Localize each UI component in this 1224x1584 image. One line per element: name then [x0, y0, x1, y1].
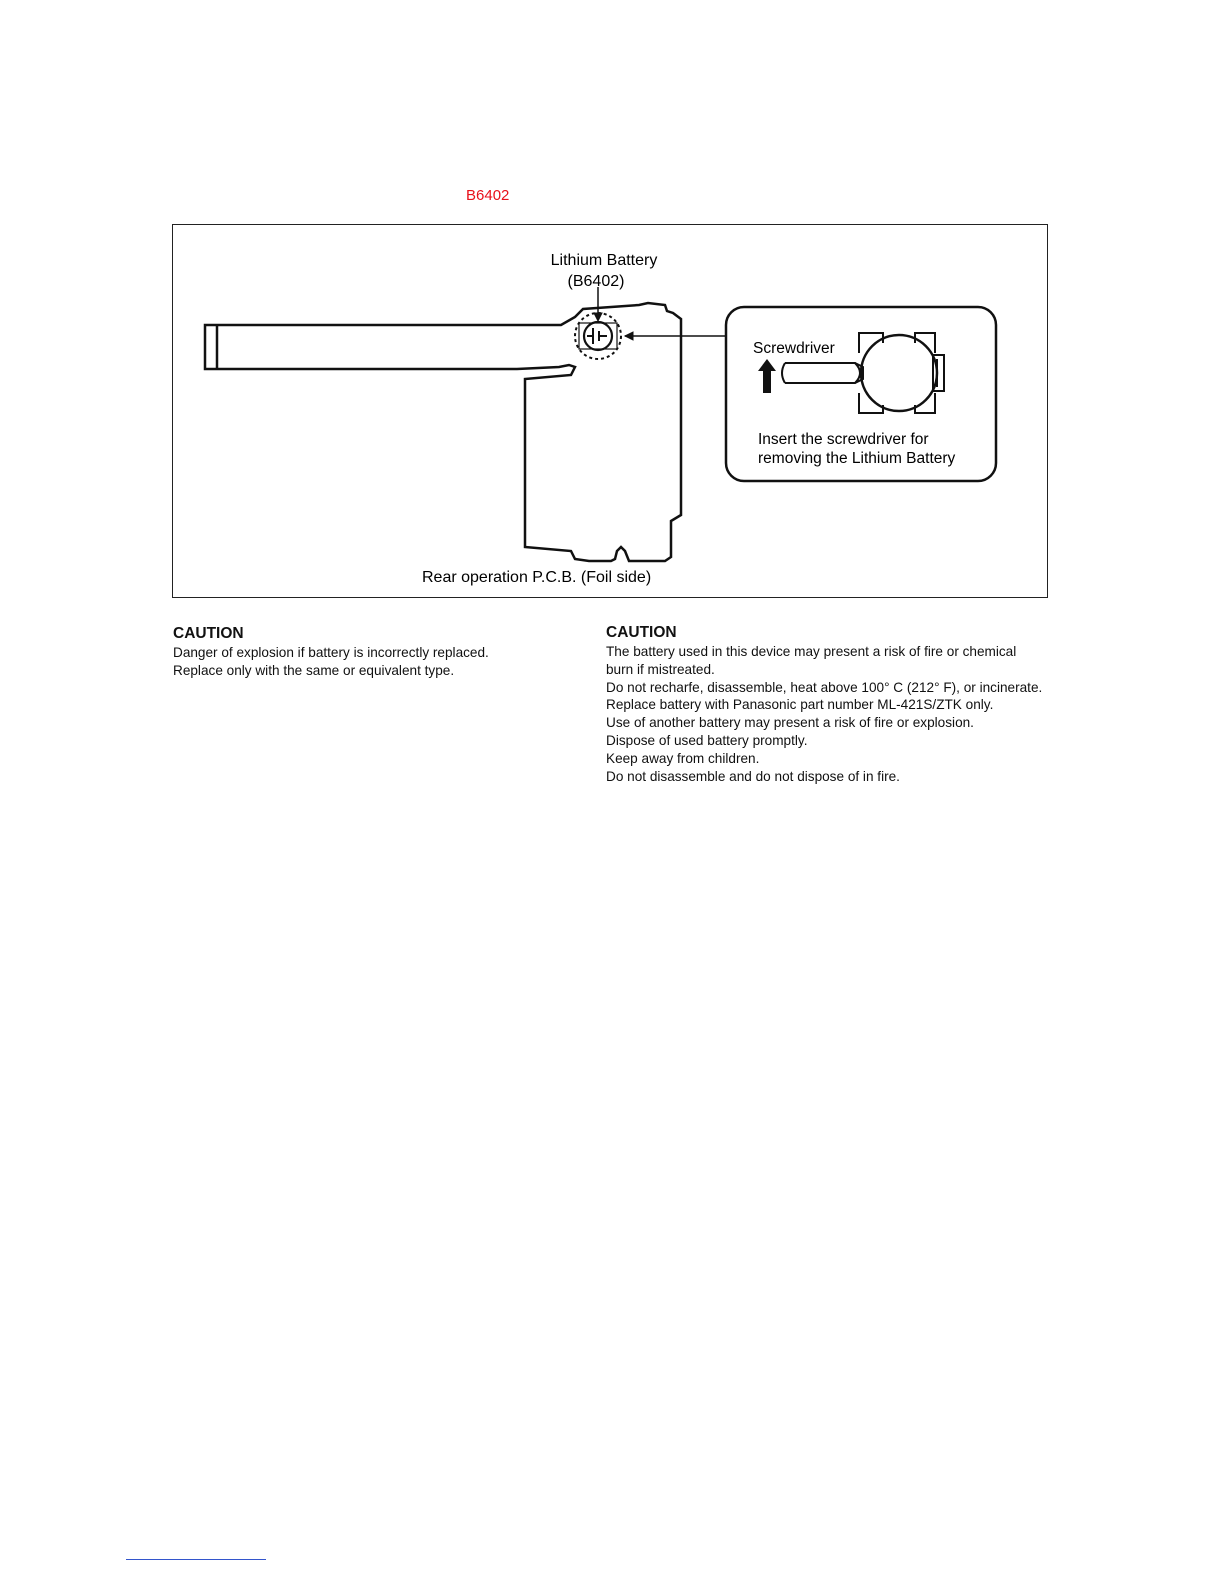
caution-line: Do not recharfe, disassemble, heat above 100° C (212° F), or incinerate. — [606, 679, 1043, 695]
caution-line: Do not disassemble and do not dispose of in fire. — [606, 768, 900, 784]
caution-line: Use of another battery may present a risk of fire or explosion. — [606, 715, 974, 731]
battery-location-figure — [172, 224, 1048, 598]
caution-block-explosion — [173, 624, 489, 680]
caution-heading: CAUTION — [606, 624, 677, 641]
caution-heading: CAUTION — [173, 625, 244, 642]
pcb-diagram — [173, 225, 1049, 599]
battery-pointer-arrow — [594, 287, 602, 321]
instruction-line-1: Insert the screwdriver for — [758, 431, 929, 448]
pcb-caption: Rear operation P.C.B. (Foil side) — [422, 569, 652, 586]
caution-line: Replace only with the same or equivalent type. — [173, 662, 455, 678]
footer-rule — [126, 1559, 266, 1560]
lithium-battery-label: Lithium Battery — [550, 252, 658, 269]
detail-leader-line — [625, 332, 726, 340]
caution-block-fire — [606, 623, 1042, 785]
battery-ref-label: (B6402) — [567, 273, 625, 290]
caution-line: The battery used in this device may present a risk of fire or chemical — [606, 644, 1017, 659]
caution-line: Danger of explosion if battery is incorrectly replaced. — [173, 645, 489, 660]
caution-line: burn if mistreated. — [606, 661, 715, 677]
caution-line: Keep away from children. — [606, 750, 760, 766]
instruction-line-2: removing the Lithium Battery — [758, 450, 956, 467]
screwdriver-label: Screwdriver — [753, 340, 835, 357]
battery-reference-label: B6402 — [466, 187, 510, 204]
caution-line: Dispose of used battery promptly. — [606, 732, 808, 748]
caution-line: Replace battery with Panasonic part number ML-421S/ZTK only. — [606, 697, 994, 713]
